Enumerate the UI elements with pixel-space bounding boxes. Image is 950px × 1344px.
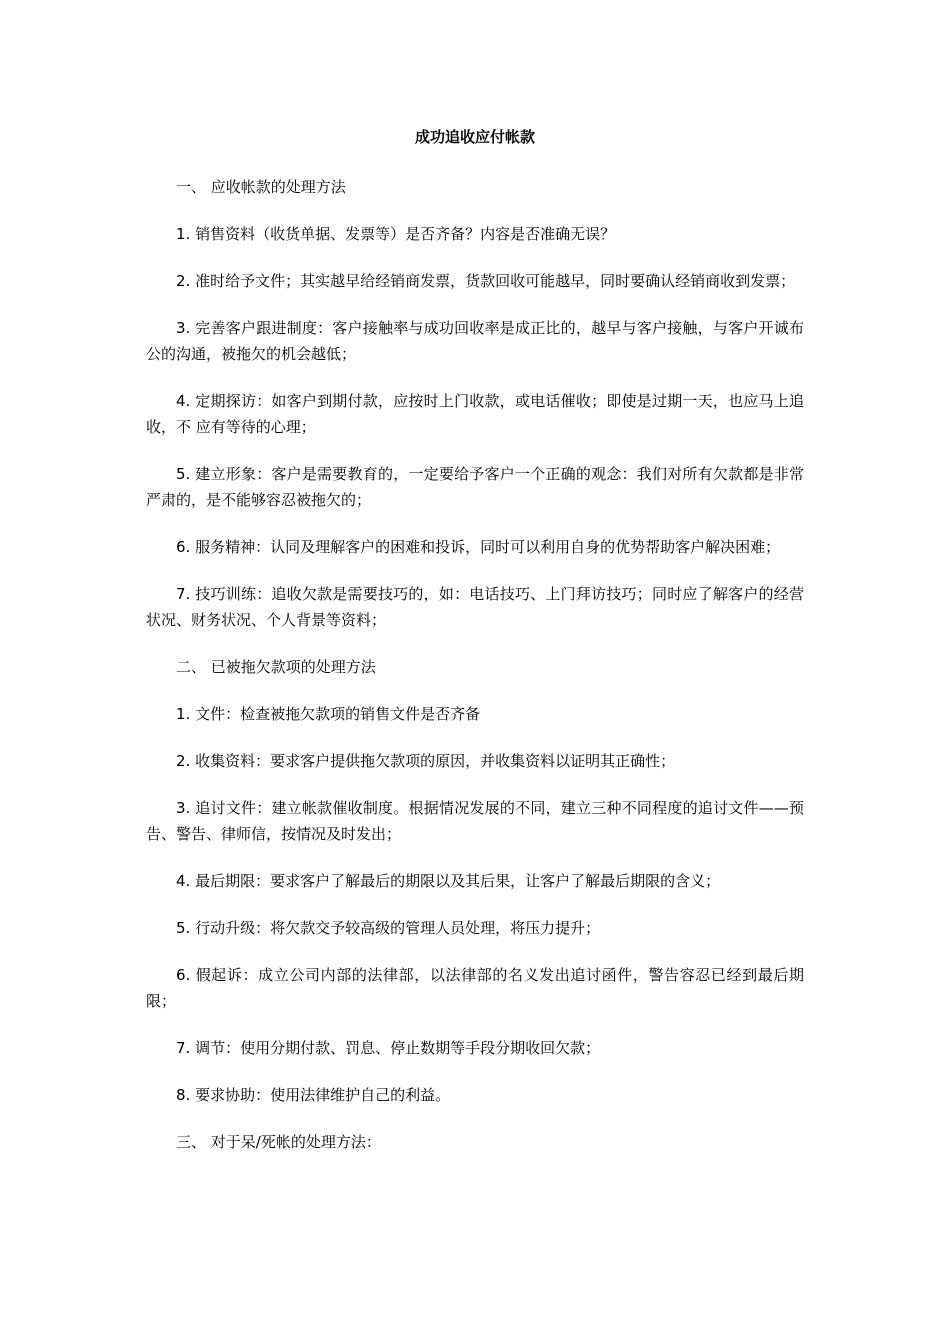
list-item: 5. 建立形象：客户是需要教育的，一定要给予客户一个正确的观念：我们对所有欠款都是非常严肃的，是不能够容忍被拖欠的； bbox=[146, 465, 804, 509]
document-body bbox=[146, 126, 804, 1176]
list-item: 7. 调节：使用分期付款、罚息、停止数期等手段分期收回欠款； bbox=[176, 1039, 601, 1057]
document-title: 成功追收应付帐款 bbox=[414, 128, 535, 146]
list-item: 8. 要求协助：使用法律维护自己的利益。 bbox=[176, 1086, 451, 1104]
section-heading-1: 一、 应收帐款的处理方法 bbox=[176, 178, 346, 196]
list-item: 2. 收集资料：要求客户提供拖欠款项的原因，并收集资料以证明其正确性； bbox=[176, 752, 676, 770]
list-item: 1. 销售资料（收货单据、发票等）是否齐备？内容是否准确无误？ bbox=[176, 225, 616, 243]
list-item: 5. 行动升级：将欠款交予较高级的管理人员处理，将压力提升； bbox=[176, 919, 601, 937]
list-item: 6. 假起诉：成立公司内部的法律部，以法律部的名义发出追讨函件，警告容忍已经到最后期限； bbox=[146, 966, 804, 1010]
list-item: 3. 完善客户跟进制度：客户接触率与成功回收率是成正比的，越早与客户接触，与客户开诚布公的沟通，被拖欠的机会越低； bbox=[146, 319, 804, 363]
list-item: 6. 服务精神：认同及理解客户的困难和投诉，同时可以利用自身的优势帮助客户解决困难； bbox=[176, 538, 781, 556]
list-item: 3. 追讨文件：建立帐款催收制度。根据情况发展的不同，建立三种不同程度的追讨文件——预告、警告、律师信，按情况及时发出； bbox=[146, 799, 804, 843]
list-item: 2. 准时给予文件；其实越早给经销商发票，货款回收可能越早，同时要确认经销商收到发票； bbox=[176, 272, 796, 290]
section-heading-2: 二、 已被拖欠款项的处理方法 bbox=[176, 658, 376, 676]
section-heading-3: 三、 对于呆/死帐的处理方法： bbox=[176, 1133, 381, 1151]
list-item: 1. 文件：检查被拖欠款项的销售文件是否齐备 bbox=[176, 705, 481, 723]
list-item: 4. 定期探访：如客户到期付款，应按时上门收款，或电话催收；即使是过期一天，也应马上追收，不 应有等待的心理； bbox=[146, 392, 804, 436]
list-item: 7. 技巧训练：追收欠款是需要技巧的，如：电话技巧、上门拜访技巧；同时应了解客户的经营状况、财务状况、个人背景等资料； bbox=[146, 585, 804, 629]
list-item: 4. 最后期限：要求客户了解最后的期限以及其后果，让客户了解最后期限的含义； bbox=[176, 872, 721, 890]
